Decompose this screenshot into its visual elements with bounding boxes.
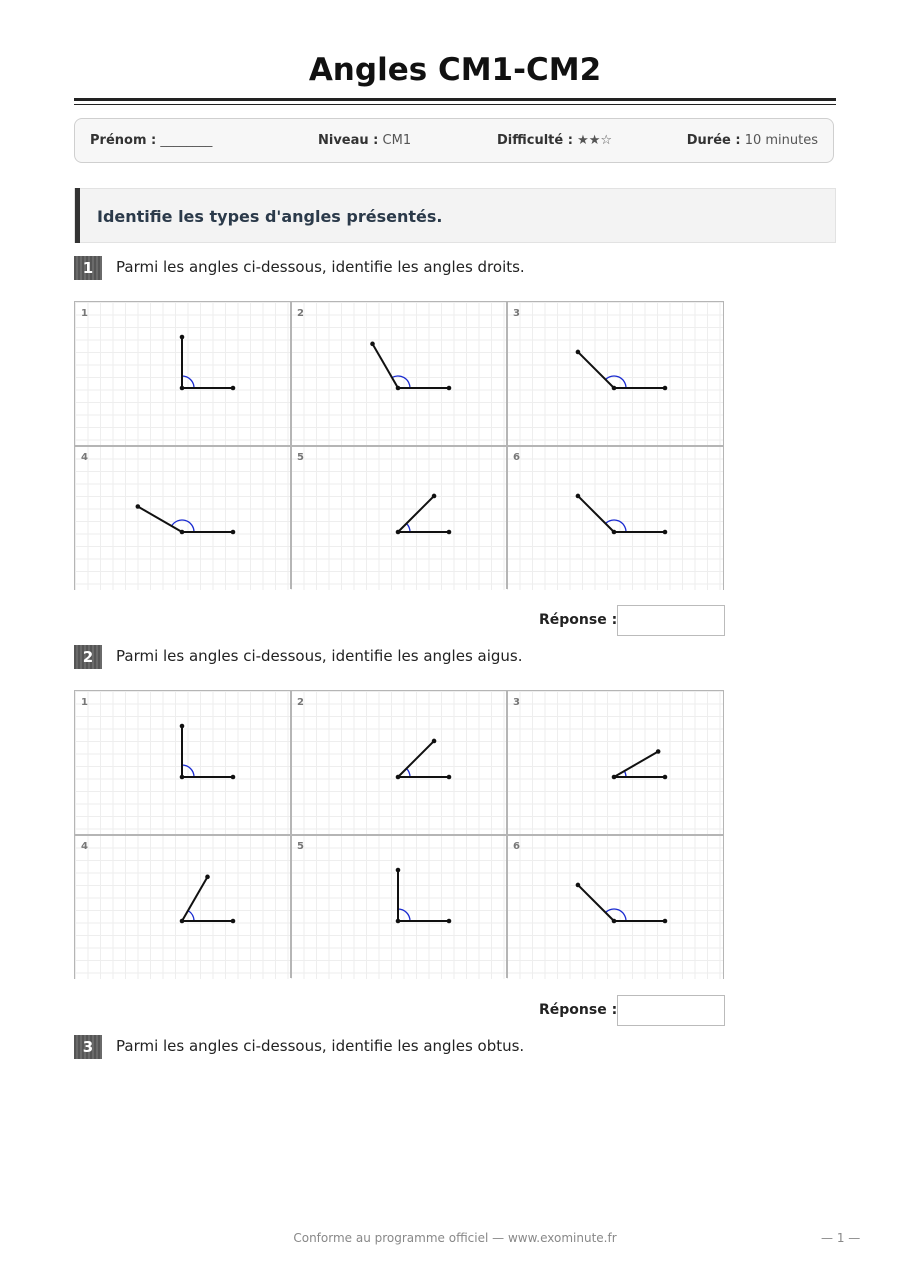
angle-cell-number: 6 <box>513 452 520 463</box>
angle-vertex-point <box>180 530 185 535</box>
angle-end-point <box>663 530 668 535</box>
angle-grid <box>74 690 724 979</box>
title-rule-thin <box>74 104 836 105</box>
angle-cell-number: 2 <box>297 308 304 319</box>
angle-figure <box>507 835 721 977</box>
angle-end-point <box>180 724 185 729</box>
title-rule-thick <box>74 98 836 101</box>
question-number: 1 <box>74 256 102 280</box>
reponse-input[interactable] <box>617 995 725 1026</box>
prenom-label: Prénom : <box>90 133 157 148</box>
grid-divider <box>75 445 723 447</box>
question-text: Parmi les angles ci-dessous, identifie les angles droits. <box>116 258 525 276</box>
angle-ray <box>398 496 434 532</box>
angle-end-point <box>663 386 668 391</box>
angle-arc <box>406 769 410 777</box>
angle-ray <box>373 344 399 388</box>
angle-vertex-point <box>612 386 617 391</box>
info-difficulte <box>497 133 612 148</box>
angle-figure <box>507 302 721 444</box>
angle-ray <box>578 352 614 388</box>
angle-figure <box>75 835 289 977</box>
angle-end-point <box>231 919 236 924</box>
angle-cell <box>507 835 723 979</box>
angle-end-point <box>576 350 581 355</box>
prenom-value: ________ <box>160 133 213 148</box>
angle-cell <box>507 691 723 835</box>
footer-text: Conforme au programme officiel — www.exominute.fr <box>293 1231 617 1245</box>
angle-arc <box>182 765 194 777</box>
angle-ray <box>578 496 614 532</box>
angle-figure <box>291 835 505 977</box>
instruction-text: Identifie les types d'angles présentés. <box>97 207 443 226</box>
angle-cell-number: 4 <box>81 841 88 852</box>
grid-divider <box>75 834 723 836</box>
niveau-label: Niveau : <box>318 133 379 148</box>
page-title: Angles CM1-CM2 <box>308 52 602 88</box>
angle-cell <box>291 691 507 835</box>
angle-end-point <box>447 530 452 535</box>
angle-end-point <box>205 875 210 880</box>
angle-arc <box>188 911 194 921</box>
angle-grid <box>74 301 724 590</box>
angle-ray <box>182 877 208 921</box>
angle-vertex-point <box>180 386 185 391</box>
angle-end-point <box>576 494 581 499</box>
angle-cell <box>291 835 507 979</box>
angle-vertex-point <box>612 775 617 780</box>
angle-end-point <box>447 919 452 924</box>
angle-cell-number: 1 <box>81 308 88 319</box>
info-prenom <box>90 133 212 148</box>
angle-figure <box>291 446 505 588</box>
angle-vertex-point <box>396 530 401 535</box>
angle-arc <box>398 909 410 921</box>
angle-cell-number: 3 <box>513 308 520 319</box>
angle-end-point <box>370 342 375 347</box>
angle-ray <box>614 752 658 778</box>
question-text: Parmi les angles ci-dessous, identifie les angles aigus. <box>116 647 523 665</box>
reponse-label: Réponse : <box>539 612 618 628</box>
angle-cell <box>75 446 291 590</box>
angle-end-point <box>432 494 437 499</box>
instruction-accent-bar <box>75 188 80 243</box>
angle-cell-number: 1 <box>81 697 88 708</box>
angle-end-point <box>136 504 141 509</box>
angle-cell-number: 5 <box>297 841 304 852</box>
info-duree <box>687 133 818 148</box>
instruction-box <box>74 188 836 243</box>
angle-arc <box>182 376 194 388</box>
angle-figure <box>75 446 289 588</box>
angle-end-point <box>432 739 437 744</box>
question-number: 3 <box>74 1035 102 1059</box>
angle-cell <box>291 302 507 446</box>
angle-figure <box>75 302 289 444</box>
angle-figure <box>507 446 721 588</box>
angle-cell <box>291 446 507 590</box>
angle-end-point <box>231 775 236 780</box>
reponse-label: Réponse : <box>539 1002 618 1018</box>
angle-vertex-point <box>612 919 617 924</box>
angle-vertex-point <box>396 775 401 780</box>
duree-value: 10 minutes <box>744 133 818 148</box>
question-number: 2 <box>74 645 102 669</box>
duree-label: Durée : <box>686 133 741 148</box>
angle-vertex-point <box>612 530 617 535</box>
angle-cell-number: 3 <box>513 697 520 708</box>
angle-cell-number: 5 <box>297 452 304 463</box>
angle-cell-number: 6 <box>513 841 520 852</box>
angle-figure <box>75 691 289 833</box>
question-text: Parmi les angles ci-dessous, identifie les angles obtus. <box>116 1037 525 1055</box>
angle-cell <box>75 302 291 446</box>
angle-vertex-point <box>180 919 185 924</box>
angle-figure <box>507 691 721 833</box>
difficulte-label: Difficulté : <box>497 133 573 148</box>
angle-vertex-point <box>396 919 401 924</box>
angle-cell <box>75 835 291 979</box>
angle-ray <box>578 885 614 921</box>
info-bar <box>74 118 834 163</box>
angle-cell <box>75 691 291 835</box>
angle-cell-number: 4 <box>81 452 88 463</box>
info-niveau <box>318 133 411 148</box>
angle-end-point <box>231 386 236 391</box>
angle-end-point <box>396 868 401 873</box>
difficulte-stars: ★★☆ <box>577 133 613 148</box>
angle-end-point <box>447 386 452 391</box>
angle-cell <box>507 446 723 590</box>
angle-arc <box>406 524 410 532</box>
angle-end-point <box>447 775 452 780</box>
reponse-input[interactable] <box>617 605 725 636</box>
angle-end-point <box>656 749 661 754</box>
page-number: — 1 — <box>821 1231 861 1245</box>
angle-figure <box>291 302 505 444</box>
niveau-value: CM1 <box>382 133 412 148</box>
angle-end-point <box>576 883 581 888</box>
angle-ray <box>398 741 434 777</box>
angle-cell-number: 2 <box>297 697 304 708</box>
angle-end-point <box>180 335 185 340</box>
angle-cell <box>507 302 723 446</box>
angle-vertex-point <box>396 386 401 391</box>
angle-figure <box>291 691 505 833</box>
angle-end-point <box>663 919 668 924</box>
angle-ray <box>138 507 182 533</box>
angle-vertex-point <box>180 775 185 780</box>
angle-end-point <box>231 530 236 535</box>
angle-end-point <box>663 775 668 780</box>
